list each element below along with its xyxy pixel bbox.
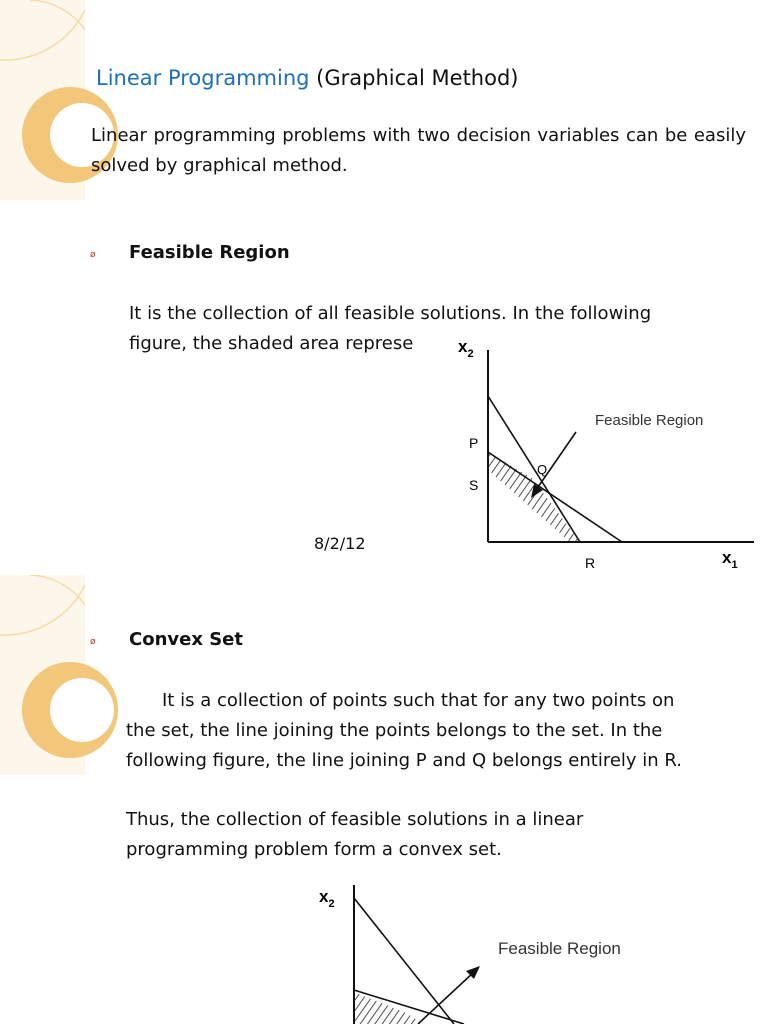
- para2-line-1: Thus, the collection of feasible solutions in a linear: [126, 809, 584, 830]
- decorative-rings: [0, 575, 140, 775]
- point-p-label: P: [469, 435, 479, 451]
- point-s-label: S: [469, 477, 479, 493]
- para1-line-1: It is a collection of points such that for any two points on: [162, 690, 675, 711]
- intro-text: Linear programming problems with two decision variables can be easily solved by graphical method.: [91, 125, 746, 176]
- bullet-icon: ø: [90, 637, 96, 647]
- y-axis-label: $x_2$: [458, 337, 474, 360]
- para1-line-2: the set, the line joining the points belongs to the set. In the: [126, 720, 663, 741]
- title-colored: Linear Programming: [96, 66, 310, 90]
- page-title: [96, 66, 519, 90]
- point-q-label: Q: [537, 462, 548, 477]
- title-rest: (Graphical Method): [316, 66, 519, 90]
- bullet-icon: ø: [90, 250, 96, 260]
- feasible-region-figure: [452, 330, 757, 575]
- x-axis-label: $x_1$: [722, 548, 738, 571]
- body-line-1: It is the collection of all feasible solutions. In the following: [129, 303, 652, 324]
- region-label: Feasible Region: [498, 939, 621, 958]
- para2-line-2: programming problem form a convex set.: [126, 839, 502, 860]
- slide-convex-set: [0, 575, 768, 1024]
- y-axis-label: $x_2$: [319, 887, 335, 910]
- point-r-label: R: [585, 555, 596, 571]
- convex-set-figure: [314, 880, 664, 1024]
- region-label: Feasible Region: [595, 412, 704, 429]
- para1-line-3: following figure, the line joining P and Q belongs entirely in R.: [126, 750, 682, 771]
- slide-date: 8/2/12: [314, 534, 366, 553]
- heading-convex-set: Convex Set: [129, 629, 243, 650]
- body-line-2: figure, the shaded area represe: [129, 333, 414, 354]
- heading-feasible-region: Feasible Region: [129, 242, 290, 263]
